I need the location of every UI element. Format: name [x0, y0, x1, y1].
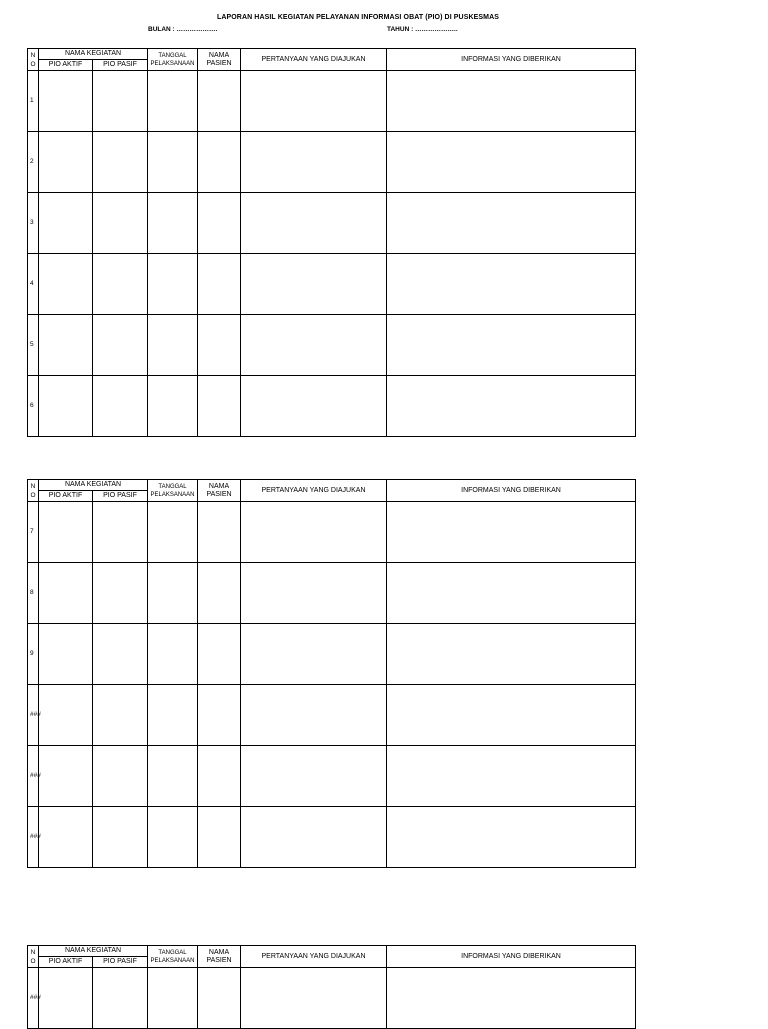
- header-tanggal: [148, 49, 198, 71]
- cell-pio-aktif[interactable]: [39, 71, 93, 132]
- header-tanggal-line2: PELAKSANAAN: [150, 491, 195, 498]
- bulan-label: BULAN : ……………….: [148, 26, 218, 33]
- cell-pio-pasif[interactable]: [93, 624, 148, 685]
- cell-nama-pasien[interactable]: [198, 132, 241, 193]
- header-tanggal: [148, 946, 198, 968]
- cell-nama-pasien[interactable]: [198, 254, 241, 315]
- cell-nama-pasien[interactable]: [198, 746, 241, 807]
- cell-tanggal[interactable]: [148, 254, 198, 315]
- table-row: [28, 624, 636, 685]
- row-number: ###: [28, 968, 39, 1029]
- cell-pio-pasif[interactable]: [93, 563, 148, 624]
- table-row: [28, 132, 636, 193]
- cell-pio-pasif[interactable]: [93, 193, 148, 254]
- table-row: [28, 315, 636, 376]
- cell-pertanyaan[interactable]: [241, 563, 387, 624]
- cell-nama-pasien[interactable]: [198, 502, 241, 563]
- cell-nama-pasien[interactable]: [198, 376, 241, 437]
- cell-nama-pasien[interactable]: [198, 193, 241, 254]
- cell-nama-pasien[interactable]: [198, 315, 241, 376]
- table-row: [28, 502, 636, 563]
- cell-pio-aktif[interactable]: [39, 624, 93, 685]
- cell-pio-aktif[interactable]: [39, 807, 93, 868]
- cell-pio-pasif[interactable]: [93, 968, 148, 1029]
- cell-pertanyaan[interactable]: [241, 968, 387, 1029]
- cell-tanggal[interactable]: [148, 193, 198, 254]
- cell-nama-pasien[interactable]: [198, 685, 241, 746]
- cell-pio-aktif[interactable]: [39, 746, 93, 807]
- cell-tanggal[interactable]: [148, 315, 198, 376]
- cell-pertanyaan[interactable]: [241, 502, 387, 563]
- report-title: LAPORAN HASIL KEGIATAN PELAYANAN INFORMASI OBAT (PIO) DI PUSKESMAS: [216, 14, 500, 21]
- cell-pertanyaan[interactable]: [241, 376, 387, 437]
- cell-nama-pasien[interactable]: [198, 71, 241, 132]
- row-number: ###: [28, 807, 39, 868]
- cell-tanggal[interactable]: [148, 563, 198, 624]
- cell-pertanyaan[interactable]: [241, 624, 387, 685]
- table-row: [28, 968, 636, 1029]
- table-row: [28, 563, 636, 624]
- cell-pio-aktif[interactable]: [39, 193, 93, 254]
- header-pertanyaan: PERTANYAAN YANG DIAJUKAN: [241, 49, 387, 71]
- cell-pio-aktif[interactable]: [39, 132, 93, 193]
- row-number: 3: [28, 193, 39, 254]
- cell-pertanyaan[interactable]: [241, 193, 387, 254]
- cell-tanggal[interactable]: [148, 807, 198, 868]
- header-pio-pasif: PIO PASIF: [93, 957, 148, 968]
- header-nama-line2: PASIEN: [206, 59, 232, 67]
- cell-informasi[interactable]: [387, 376, 636, 437]
- cell-tanggal[interactable]: [148, 624, 198, 685]
- header-informasi: INFORMASI YANG DIBERIKAN: [387, 49, 636, 71]
- cell-pio-pasif[interactable]: [93, 807, 148, 868]
- cell-pio-pasif[interactable]: [93, 71, 148, 132]
- cell-tanggal[interactable]: [148, 132, 198, 193]
- cell-pertanyaan[interactable]: [241, 746, 387, 807]
- cell-pertanyaan[interactable]: [241, 254, 387, 315]
- cell-informasi[interactable]: [387, 685, 636, 746]
- cell-nama-pasien[interactable]: [198, 807, 241, 868]
- cell-pio-pasif[interactable]: [93, 254, 148, 315]
- header-nama-pasien: [198, 946, 241, 968]
- header-nama-line2: PASIEN: [206, 956, 232, 964]
- header-no: [28, 480, 39, 502]
- header-nama-line2: PASIEN: [206, 490, 232, 498]
- header-pio-aktif: PIO AKTIF: [39, 957, 93, 968]
- header-nama-kegiatan: NAMA KEGIATAN: [39, 49, 148, 60]
- header-informasi: INFORMASI YANG DIBERIKAN: [387, 946, 636, 968]
- header-tanggal-line1: TANGGAL: [158, 483, 187, 490]
- table-row: [28, 193, 636, 254]
- row-number: 5: [28, 315, 39, 376]
- row-number: 6: [28, 376, 39, 437]
- table-row: [28, 807, 636, 868]
- header-no: [28, 946, 39, 968]
- cell-tanggal[interactable]: [148, 502, 198, 563]
- header-pertanyaan: PERTANYAAN YANG DIAJUKAN: [241, 480, 387, 502]
- cell-pio-aktif[interactable]: [39, 685, 93, 746]
- header-no-top: N: [30, 482, 36, 490]
- row-number: 1: [28, 71, 39, 132]
- cell-pertanyaan[interactable]: [241, 71, 387, 132]
- cell-informasi[interactable]: [387, 746, 636, 807]
- row-number: 2: [28, 132, 39, 193]
- header-pio-aktif: PIO AKTIF: [39, 60, 93, 71]
- header-nama-pasien: [198, 480, 241, 502]
- header-no-bottom: O: [30, 60, 36, 68]
- cell-pio-aktif[interactable]: [39, 563, 93, 624]
- header-pertanyaan: PERTANYAAN YANG DIAJUKAN: [241, 946, 387, 968]
- header-nama-line1: NAMA: [208, 51, 230, 59]
- row-number: 7: [28, 502, 39, 563]
- cell-informasi[interactable]: [387, 502, 636, 563]
- row-number: 9: [28, 624, 39, 685]
- row-number: 8: [28, 563, 39, 624]
- table-row: [28, 746, 636, 807]
- cell-tanggal[interactable]: [148, 746, 198, 807]
- header-tanggal-line2: PELAKSANAAN: [150, 60, 195, 67]
- cell-pio-aktif[interactable]: [39, 968, 93, 1029]
- cell-pio-pasif[interactable]: [93, 315, 148, 376]
- cell-tanggal[interactable]: [148, 968, 198, 1029]
- header-nama-pasien: [198, 49, 241, 71]
- header-tanggal-line1: TANGGAL: [158, 949, 187, 956]
- cell-informasi[interactable]: [387, 71, 636, 132]
- header-pio-pasif: PIO PASIF: [93, 60, 148, 71]
- cell-pertanyaan[interactable]: [241, 132, 387, 193]
- row-number: 4: [28, 254, 39, 315]
- header-no-top: N: [30, 948, 36, 956]
- cell-pio-pasif[interactable]: [93, 376, 148, 437]
- cell-tanggal[interactable]: [148, 71, 198, 132]
- cell-informasi[interactable]: [387, 254, 636, 315]
- cell-nama-pasien[interactable]: [198, 563, 241, 624]
- header-no-bottom: O: [30, 491, 36, 499]
- header-tanggal-line2: PELAKSANAAN: [150, 957, 195, 964]
- table-row: [28, 71, 636, 132]
- header-pio-aktif: PIO AKTIF: [39, 491, 93, 502]
- cell-pio-aktif[interactable]: [39, 502, 93, 563]
- header-no-bottom: O: [30, 957, 36, 965]
- table-row: [28, 685, 636, 746]
- table-row: [28, 254, 636, 315]
- header-informasi: INFORMASI YANG DIBERIKAN: [387, 480, 636, 502]
- header-nama-line1: NAMA: [208, 482, 230, 490]
- header-pio-pasif: PIO PASIF: [93, 491, 148, 502]
- report-table: [27, 48, 636, 437]
- cell-informasi[interactable]: [387, 193, 636, 254]
- cell-pio-aktif[interactable]: [39, 315, 93, 376]
- cell-tanggal[interactable]: [148, 376, 198, 437]
- row-number: ###: [28, 746, 39, 807]
- cell-pio-pasif[interactable]: [93, 132, 148, 193]
- cell-informasi[interactable]: [387, 807, 636, 868]
- cell-pio-pasif[interactable]: [93, 685, 148, 746]
- header-no: [28, 49, 39, 71]
- tahun-label: TAHUN : ………………..: [387, 26, 458, 33]
- cell-informasi[interactable]: [387, 315, 636, 376]
- cell-pio-pasif[interactable]: [93, 746, 148, 807]
- cell-informasi[interactable]: [387, 563, 636, 624]
- header-nama-line1: NAMA: [208, 948, 230, 956]
- cell-pio-aktif[interactable]: [39, 376, 93, 437]
- table-row: [28, 376, 636, 437]
- cell-tanggal[interactable]: [148, 685, 198, 746]
- cell-pertanyaan[interactable]: [241, 807, 387, 868]
- header-tanggal-line1: TANGGAL: [158, 52, 187, 59]
- header-no-top: N: [30, 51, 36, 59]
- cell-informasi[interactable]: [387, 624, 636, 685]
- header-tanggal: [148, 480, 198, 502]
- cell-nama-pasien[interactable]: [198, 968, 241, 1029]
- cell-informasi[interactable]: [387, 132, 636, 193]
- header-nama-kegiatan: NAMA KEGIATAN: [39, 946, 148, 957]
- cell-informasi[interactable]: [387, 968, 636, 1029]
- report-table: [27, 945, 636, 1029]
- cell-pertanyaan[interactable]: [241, 315, 387, 376]
- cell-pertanyaan[interactable]: [241, 685, 387, 746]
- row-number: ###: [28, 685, 39, 746]
- cell-pio-pasif[interactable]: [93, 502, 148, 563]
- header-nama-kegiatan: NAMA KEGIATAN: [39, 480, 148, 491]
- report-table: [27, 479, 636, 868]
- cell-nama-pasien[interactable]: [198, 624, 241, 685]
- cell-pio-aktif[interactable]: [39, 254, 93, 315]
